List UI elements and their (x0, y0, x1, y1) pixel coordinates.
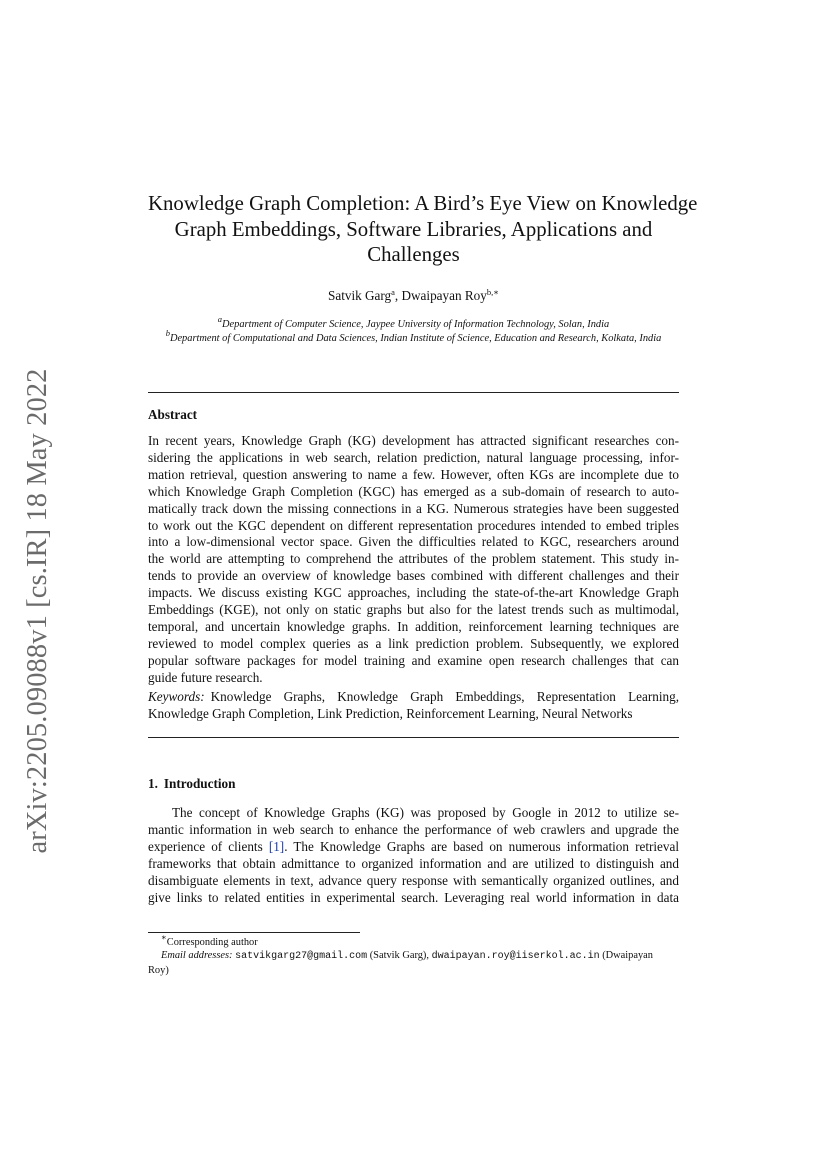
abstract-line: Embeddings (KGE), not only on static graphs but also for the latest trends such as multimodal, (148, 602, 679, 618)
section-number: 1. (148, 776, 158, 791)
intro-line: mantic information in web search to enhance the performance of web crawlers and upgrade the (148, 821, 679, 837)
abstract-body (148, 433, 679, 687)
footnote-mark: ∗ (161, 932, 167, 942)
email-link[interactable]: dwaipayan.roy@iiserkol.ac.in (431, 951, 600, 963)
author-separator: , (394, 288, 402, 303)
intro-text: experience of clients (148, 838, 269, 854)
introduction-heading (148, 776, 235, 792)
author-name: Satvik Garg (328, 288, 392, 303)
intro-line: The concept of Knowledge Graphs (KG) was proposed by Google in 2012 to utilize se- (172, 805, 679, 820)
author-list (148, 288, 679, 304)
affiliation-text: Department of Computer Science, Jaypee University of Information Technology, Solan, India (222, 319, 610, 330)
introduction-body (148, 805, 679, 906)
affiliation-mark: a (217, 314, 223, 324)
abstract-line: reviewed to model complex queries as a link prediction problem. Subsequently, we explored (148, 635, 679, 651)
abstract-line: temporal, and uncertain knowledge graphs. In addition, reinforcement learning techniques are (148, 618, 679, 634)
affiliation-line (138, 314, 689, 332)
citation-link[interactable]: [1] (268, 838, 285, 854)
abstract-heading: Abstract (148, 407, 198, 422)
abstract-bottom-rule (148, 737, 679, 738)
intro-line: disambiguate elements in text, advance query response with semantically organized outlines, and (148, 872, 679, 888)
footnote-corresponding (148, 932, 679, 949)
abstract-line: into a low-dimensional vector space. Given the difficulties related to KGC, researchers around (148, 534, 679, 550)
footnote-rule (148, 932, 360, 933)
section-title: Introduction (163, 776, 236, 791)
intro-line: frameworks that obtain admittance to organized information and are utilized to distinguish and (148, 855, 679, 871)
email-label: Email addresses: (161, 950, 233, 962)
abstract-line: which Knowledge Graph Completion (KGC) has emerged as a sub-domain of research to auto- (148, 483, 679, 499)
affiliation-line (138, 328, 689, 346)
abstract-line: In recent years, Knowledge Graph (KG) development has attracted significant researches con- (148, 433, 679, 448)
abstract-line: popular software packages for model training and examine open research challenges that can (148, 652, 679, 668)
paper-title (148, 191, 698, 268)
author-affiliation-mark: a (391, 287, 395, 297)
arxiv-identifier: arXiv:2205.09088v1 [cs.IR] 18 May 2022 (22, 368, 53, 854)
footnote-text: Corresponding author (166, 937, 258, 948)
abstract-line: guide future research. (148, 669, 263, 685)
abstract-line: the world are attempting to comprehend the attributes of the problem statement. This study in- (148, 551, 679, 567)
title-line: Challenges (367, 243, 460, 266)
author-affiliation-mark: b,∗ (486, 287, 499, 297)
abstract-line: mation retrieval, question answering to name a few. However, often KGs are incomplete due to (148, 466, 679, 482)
abstract-line: to work out the KGC dependent on different representation procedures intended to embed triples (148, 517, 679, 533)
keywords-label: Keywords: (148, 689, 205, 704)
title-line: Graph Embeddings, Software Libraries, Applications and (174, 217, 653, 241)
arxiv-sidebar (22, 368, 53, 854)
footnote-continuation: Roy) (148, 964, 169, 976)
affiliation-text: Department of Computational and Data Sciences, Indian Institute of Science, Education and Research, Kolkata, India (169, 333, 662, 344)
email-owner: (Dwaipayan (599, 950, 653, 962)
intro-line: give links to related entities in experimental search. Leveraging real world information in data (148, 889, 679, 905)
author-name: Dwaipayan Roy (401, 288, 487, 303)
title-line: Knowledge Graph Completion: A Bird’s Eye View on Knowledge (148, 192, 698, 215)
footnote-emails (148, 949, 679, 963)
abstract-line: sidering the applications in web search, relation prediction, natural language processing, infor- (148, 449, 679, 465)
email-link[interactable]: satvikgarg27@gmail.com (235, 951, 368, 963)
intro-text: . The Knowledge Graphs are based on numerous information retrieval (284, 838, 680, 854)
footnotes (148, 932, 679, 977)
email-owner: (Satvik Garg), (367, 950, 432, 962)
abstract-line: tends to provide an overview of knowledge bases combined with different challenges and their (148, 568, 679, 584)
keywords-text: Knowledge Graphs, Knowledge Graph Embeddings, Representation Learning, (210, 689, 679, 704)
abstract-line: matically track down the missing connections in a KG. Numerous strategies have been suggested (148, 500, 679, 516)
keywords-line: Knowledge Graph Completion, Link Prediction, Reinforcement Learning, Neural Networks (148, 705, 633, 721)
affiliation-mark: b (165, 328, 170, 338)
abstract-line: impacts. We discuss existing KGC approaches, including the state-of-the-art Knowledge Graph (148, 585, 679, 601)
keywords-line (148, 689, 679, 706)
intro-line (148, 839, 679, 856)
affiliations (138, 314, 689, 346)
keywords (148, 689, 679, 723)
abstract-top-rule (148, 392, 679, 393)
